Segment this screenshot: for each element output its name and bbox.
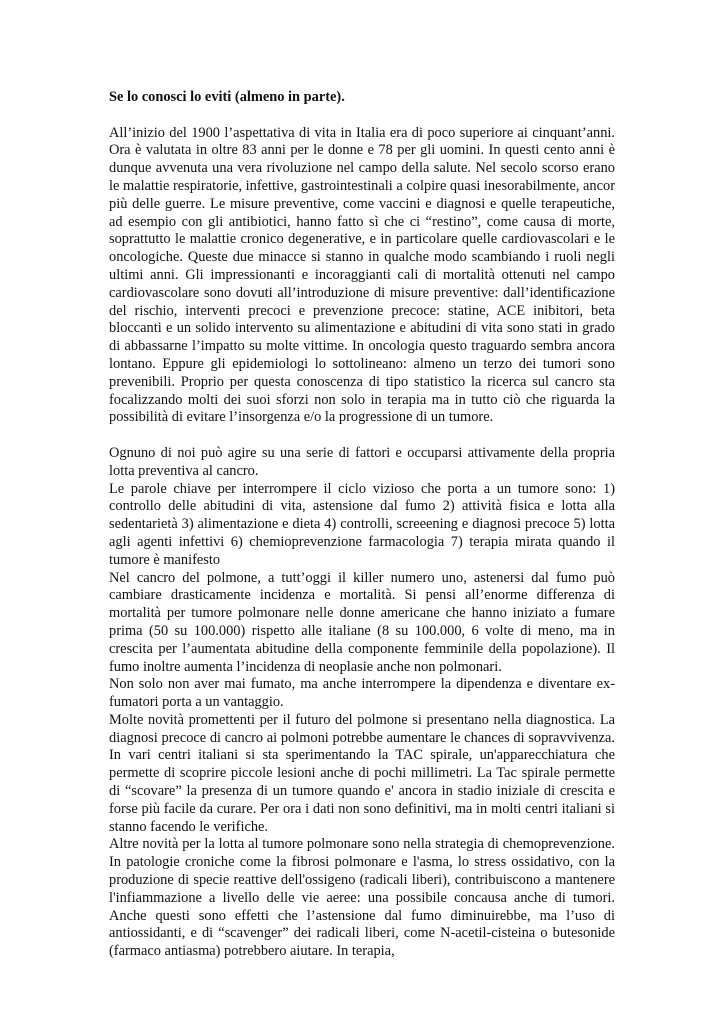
paragraph-key-words: Le parole chiave per interrompere il ciclo vizioso che porta a un tumore sono: 1) controllo delle abitudini di vita, astensione dal fumo 2) attività fisica e lotta alla sedentarietà 3) alimentazione e dieta 4) controlli, screeening e diagnosi precoce 5) lotta agli agenti infettivi 6) chemioprevenzione farmacologia 7) terapia mirata quando il tumore è manifesto <box>109 480 615 568</box>
paragraph-diagnostics: Molte novità promettenti per il futuro del polmone si presentano nella diagnostica. La diagnosi precoce di cancro ai polmoni potrebbe aumentare le chances di sopravvivenza. In vari centri italiani si sta sperimentando la TAC spirale, un'apparecchiatura che permette di scoprire piccole lesioni anche di pochi millimetri. La Tac spirale permette di “scovare” la presenza di un tumore quando e' ancora in stadio iniziale di crescita e forse più facile da curare. Per ora i dati non sono definitivi, ma in molti centri italiani si stanno facendo le verifiche. <box>109 711 615 835</box>
document-title: Se lo conosci lo eviti (almeno in parte). <box>109 89 345 105</box>
spacer <box>109 107 615 125</box>
paragraph-ex-smokers: Non solo non aver mai fumato, ma anche interrompere la dipendenza e diventare ex-fumatori porta a un vantaggio. <box>109 676 615 711</box>
paragraph-lung-cancer: Nel cancro del polmone, a tutt’oggi il killer numero uno, astenersi dal fumo può cambiare drasticamente incidenza e mortalità. Si pensi all’enorme differenza di mortalità per tumore polmonare nelle donne americane che hanno iniziato a fumare prima (50 su 100.000) rispetto alle italiane (8 su 100.000, 6 volte di meno, ma in crescita per l’aumentata abitudine della componente femminile della popolazione). Il fumo inoltre aumenta l’incidenza di neoplasie anche non polmonari. <box>109 569 615 675</box>
document-page <box>109 89 615 961</box>
spacer <box>109 427 615 445</box>
paragraph-prevention: Ognuno di noi può agire su una serie di fattori e occuparsi attivamente della propria lotta preventiva al cancro. <box>109 444 615 479</box>
paragraph-chemoprevention: Altre novità per la lotta al tumore polmonare sono nella strategia di chemoprevenzione. In patologie croniche come la fibrosi polmonare e l'asma, lo stress ossidativo, con la produzione di specie reattive dell'ossigeno (radicali liberi), contribuiscono a mantenere l'infiammazione a livello delle vie aeree: una possibile concausa anche di tumori. Anche questi sono effetti che l’astensione dal fumo diminuirebbe, ma l’uso di antiossidanti, e di “scavenger” dei radicali liberi, come N-acetil-cisteina o butesonide (farmaco antiasma) potrebbero aiutare. In terapia, <box>109 836 615 960</box>
paragraph-intro: All’inizio del 1900 l’aspettativa di vita in Italia era di poco superiore ai cinquant’anni. Ora è valutata in oltre 83 anni per le donne e 78 per gli uomini. In questi cento anni è dunque avvenuta una vera rivoluzione nel campo della salute. Nel secolo scorso erano le malattie respiratorie, infettive, gastrointestinali a colpire quasi inesorabilmente, ancor più delle guerre. Le misure preventive, come vaccini e diagnosi e quelle terapeutiche, ad esempio con gli antibiotici, hanno fatto sì che ci “restino”, come causa di morte, soprattutto le malattie cronico degenerative, e in particolare quelle cardiovascolari e le oncologiche. Queste due minacce si stanno in qualche modo scambiando i ruoli negli ultimi anni. Gli impressionanti e incoraggianti cali di mortalità ottenuti nel campo cardiovascolare sono dovuti all’introduzione di misure preventive: dall’identificazione del rischio, interventi precoci e prevenzione precoce: statine, ACE inibitori, beta bloccanti e un solido intervento su alimentazione e abitudini di vita sono stati in grado di abbassarne l’impatto su molte vittime. In oncologia questo traguardo sembra ancora lontano. Eppure gli epidemiologi lo sottolineano: almeno un terzo dei tumori sono prevenibili. Proprio per questa conoscenza di tipo statistico la ricerca sul cancro sta focalizzando molti dei suoi sforzi non solo in terapia ma in tutto ciò che riguarda la possibilità di evitare l’insorgenza e/o la progressione di un tumore. <box>109 124 615 426</box>
